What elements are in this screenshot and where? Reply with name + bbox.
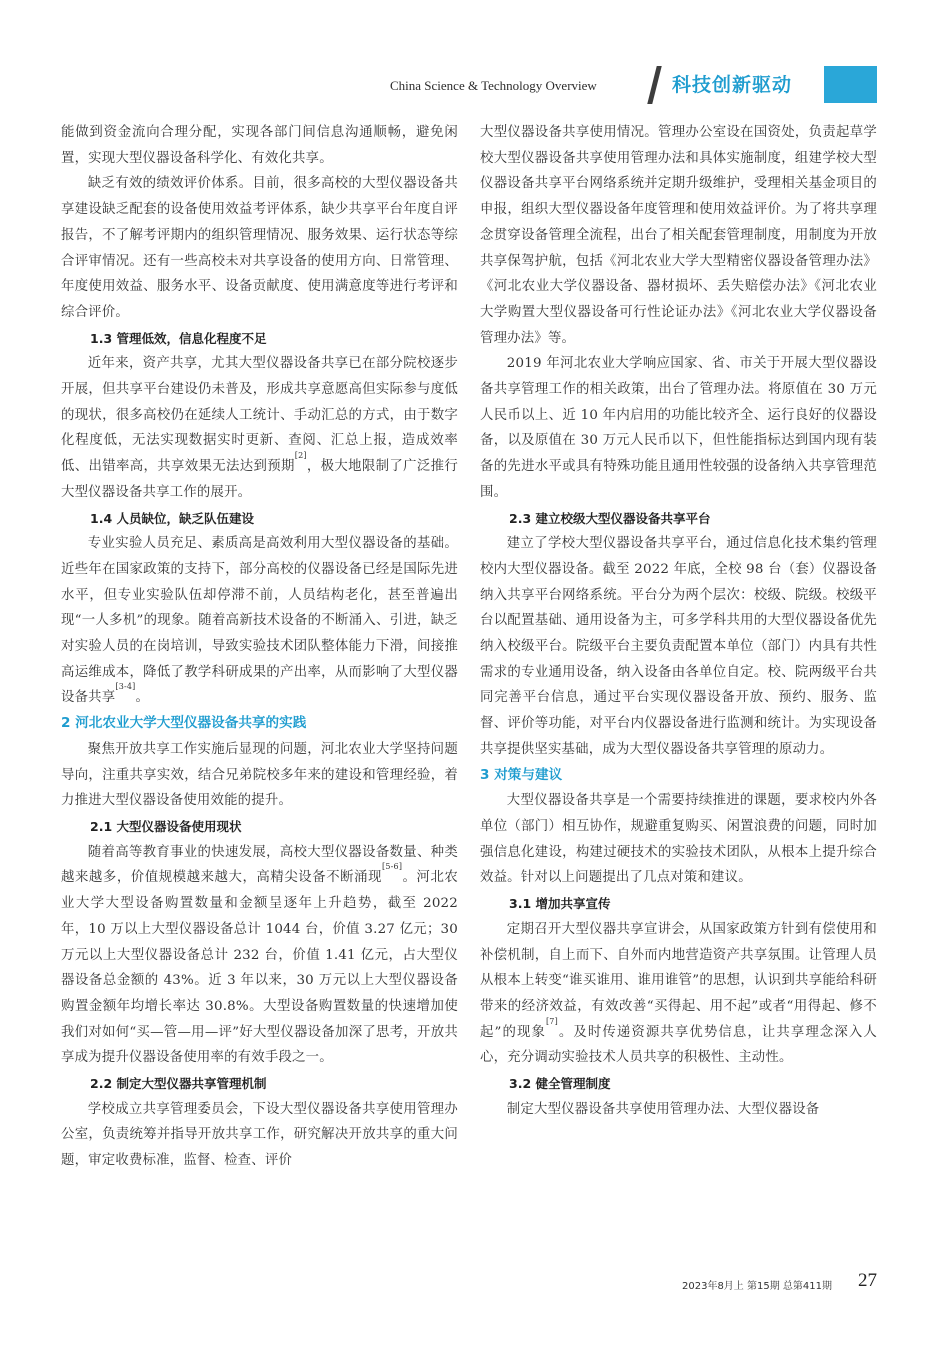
page-number: 27 <box>858 1270 877 1291</box>
subsection-heading: 3.1 增加共享宣传 <box>509 896 611 912</box>
header-color-block <box>824 66 877 103</box>
paragraph: 建立了学校大型仪器设备共享平台，通过信息化技术集约管理校内大型仪器设备。截至 2022 年底，全校 98 台（套）仪器设备纳入共享平台网络系统。平台分为两个层次：校级、院级。校级平台以配置基础、通用设备为主，可多学科共用的大型仪器设备优先纳入校级平台。院级平台主要负责配置本单位（部门）内具有共性需求的专业通用设备，纳入设备由各单位自定。校、院两级平台共同完善平台信息，通过平台实现仪器设备开放、预约、服务、监督、评价等功能，对平台内仪器设备进行监测和统计。为实现设备共享提供坚实基础，成为大型仪器设备共享管理的原动力。 <box>480 536 877 757</box>
subsection-heading: 2.1 大型仪器设备使用现状 <box>90 818 242 834</box>
section-heading: 3 对策与建议 <box>480 766 563 783</box>
subsection-heading: 1.4 人员缺位，缺乏队伍建设 <box>90 510 254 526</box>
issue-info: 2023年8月上 第15期 总第411期 <box>682 1281 832 1292</box>
paragraph: 学校成立共享管理委员会，下设大型仪器设备共享使用管理办公室，负责统筹并指导开放共享工作，研究解决开放共享的重大问题，审定收费标准，监督、检查、评价 <box>61 1101 458 1169</box>
paragraph: 聚焦开放共享工作实施后显现的问题，河北农业大学坚持问题导向，注重共享实效，结合兄弟院校多年来的建设和管理经验，着力推进大型仪器设备使用效能的提升。 <box>61 741 458 809</box>
subsection-heading: 2.3 建立校级大型仪器设备共享平台 <box>509 510 711 526</box>
header-divider <box>647 66 661 104</box>
section-heading: 2 河北农业大学大型仪器设备共享的实践 <box>61 715 307 732</box>
paragraph: 专业实验人员充足、素质高是高效利用大型仪器设备的基础。近些年在国家政策的支持下，部分高校的仪器设备已经是国际先进水平，但专业实验队伍却停滞不前，人员结构老化，甚至普遍出现“一人多机”的现象。随着高新技术设备的不断涌入、引进，缺乏对实验人员的在岗培训，导致实验技术团队整体能力下滑，间接推高运维成本，降低了教学科研成果的产出率，从而影响了大型仪器设备共享[3-4]。 <box>61 536 458 706</box>
journal-title: China Science & Technology Overview <box>390 78 597 93</box>
subsection-heading: 2.2 制定大型仪器共享管理机制 <box>90 1076 267 1092</box>
paragraph: 大型仪器设备共享使用情况。管理办公室设在国资处，负责起草学校大型仪器设备共享使用管理办法和具体实施制度，组建学校大型仪器设备共享平台网络系统并定期升级维护，受理相关基金项目的申报，组织大型仪器设备年度管理和使用效益评价。为了将共享理念贯穿设备管理全流程，出台了相关配套管理制度，用制度为开放共享保驾护航，包括《河北农业大学大型精密仪器设备管理办法》《河北农业大学仪器设备、器材损坏、丢失赔偿办法》《河北农业大学购置大型仪器设备可行性论证办法》《河北农业大学仪器设备管理办法》等。 <box>480 125 877 346</box>
citation: [2] <box>294 451 307 461</box>
citation: [3-4] <box>115 682 136 692</box>
citation: [5-6] <box>382 862 403 872</box>
left-column <box>61 120 458 1174</box>
paragraph: 缺乏有效的绩效评价体系。目前，很多高校的大型仪器设备共享建设缺乏配套的设备使用效益考评体系，缺少共享平台年度自评报告，不了解考评期内的组织管理情况、服务效果、运行状态等综合评审情况。还有一些高校未对共享设备的使用方向、日常管理、年度使用效益、服务水平、设备贡献度、使用满意度等进行考评和综合评价。 <box>61 176 458 320</box>
paragraph: 2019 年河北农业大学响应国家、省、市关于开展大型仪器设备共享管理工作的相关政策，出台了管理办法。将原值在 30 万元人民币以上、近 10 年内启用的功能比较齐全、运行良好的仪器设备，以及原值在 30 万元人民币以下，但性能指标达到国内现有装备的先进水平或具有特殊功能且通用性较强的设备纳入共享管理范围。 <box>480 356 877 500</box>
right-column <box>480 120 877 1122</box>
paragraph: 随着高等教育事业的快速发展，高校大型仪器设备数量、种类越来越多，价值规模越来越大，高精尖设备不断涌现[5-6]。河北农业大学大型设备购置数量和金额呈逐年上升趋势，截至 2022 年，10 万以上大型仪器设备总计 1044 台，价值 3.27 亿元；30 万元以上大型仪器设备总计 232 台，价值 1.41 亿元，占大型仪器设备总金额的 43%。近 3 年以来，30 万元以上大型仪器设备购置金额年均增长率达 30.8%。大型设备购置数量的快速增加使我们对如何“买—管—用—评”好大型仪器设备加深了思考，开放共享成为提升仪器设备使用率的有效手段之一。 <box>61 844 458 1066</box>
section-title: 科技创新驱动 <box>672 74 793 96</box>
page-header <box>0 60 950 110</box>
citation: [7] <box>545 1016 558 1026</box>
paragraph: 制定大型仪器设备共享使用管理办法、大型仪器设备 <box>506 1101 820 1117</box>
paragraph: 近年来，资产共享，尤其大型仪器设备共享已在部分院校逐步开展，但共享平台建设仍未普及，形成共享意愿高但实际参与度低的现状，很多高校仍在延续人工统计、手动汇总的方式，由于数字化程度低，无法实现数据实时更新、查阅、汇总上报，造成效率低、出错率高，共享效果无法达到预期[2]，极大地限制了广泛推行大型仪器设备共享工作的展开。 <box>61 356 458 500</box>
paragraph: 大型仪器设备共享是一个需要持续推进的课题，要求校内外各单位（部门）相互协作，规避重复购买、闲置浪费的问题，同时加强信息化建设，构建过硬技术的实验技术团队，从根本上提升综合效益。针对以上问题提出了几点对策和建议。 <box>480 793 877 886</box>
paragraph: 定期召开大型仪器共享宣讲会，从国家政策方针到有偿使用和补偿机制，自上而下、自外而内地营造资产共享氛围。让管理人员从根本上转变“谁买谁用、谁用谁管”的思想，认识到共享能给科研带来的经济效益，有效改善“买得起、用不起”或者“用得起、修不起”的现象[7]。及时传递资源共享优势信息，让共享理念深入人心，充分调动实验技术人员共享的积极性、主动性。 <box>480 921 877 1066</box>
subsection-heading: 1.3 管理低效，信息化程度不足 <box>90 330 267 346</box>
paragraph: 能做到资金流向合理分配，实现各部门间信息沟通顺畅，避免闲置，实现大型仪器设备科学化、有效化共享。 <box>61 125 458 166</box>
subsection-heading: 3.2 健全管理制度 <box>509 1076 611 1092</box>
